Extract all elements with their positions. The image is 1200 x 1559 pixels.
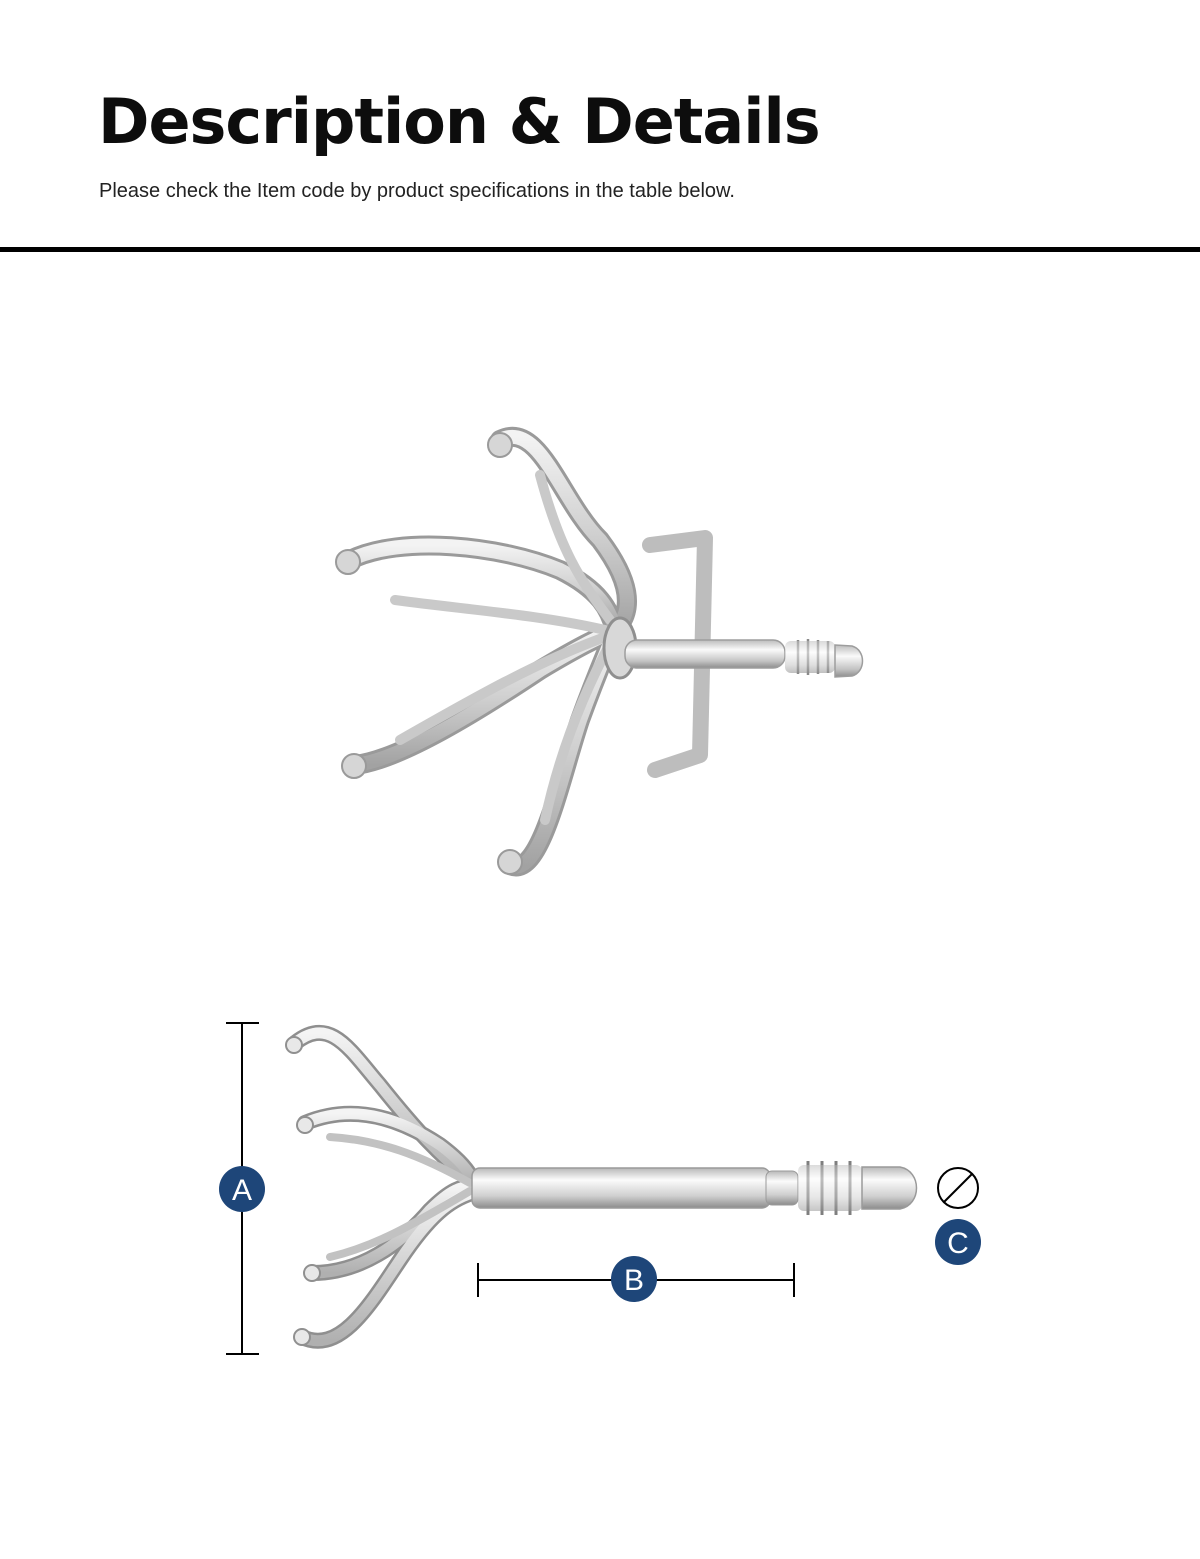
header-divider (0, 247, 1200, 252)
dimension-diagram (0, 1005, 1200, 1405)
page-title: Description & Details (98, 85, 820, 158)
badge-a (219, 1166, 265, 1212)
page-subtitle: Please check the Item code by product specifications in the table below. (99, 180, 735, 202)
badge-c (935, 1219, 981, 1265)
diameter-icon (938, 1168, 978, 1208)
badge-b (611, 1256, 657, 1302)
badge-c-label: C (947, 1227, 969, 1260)
product-image-front (0, 300, 1200, 940)
badge-a-label: A (231, 1174, 253, 1207)
badge-b-label: B (623, 1264, 645, 1297)
